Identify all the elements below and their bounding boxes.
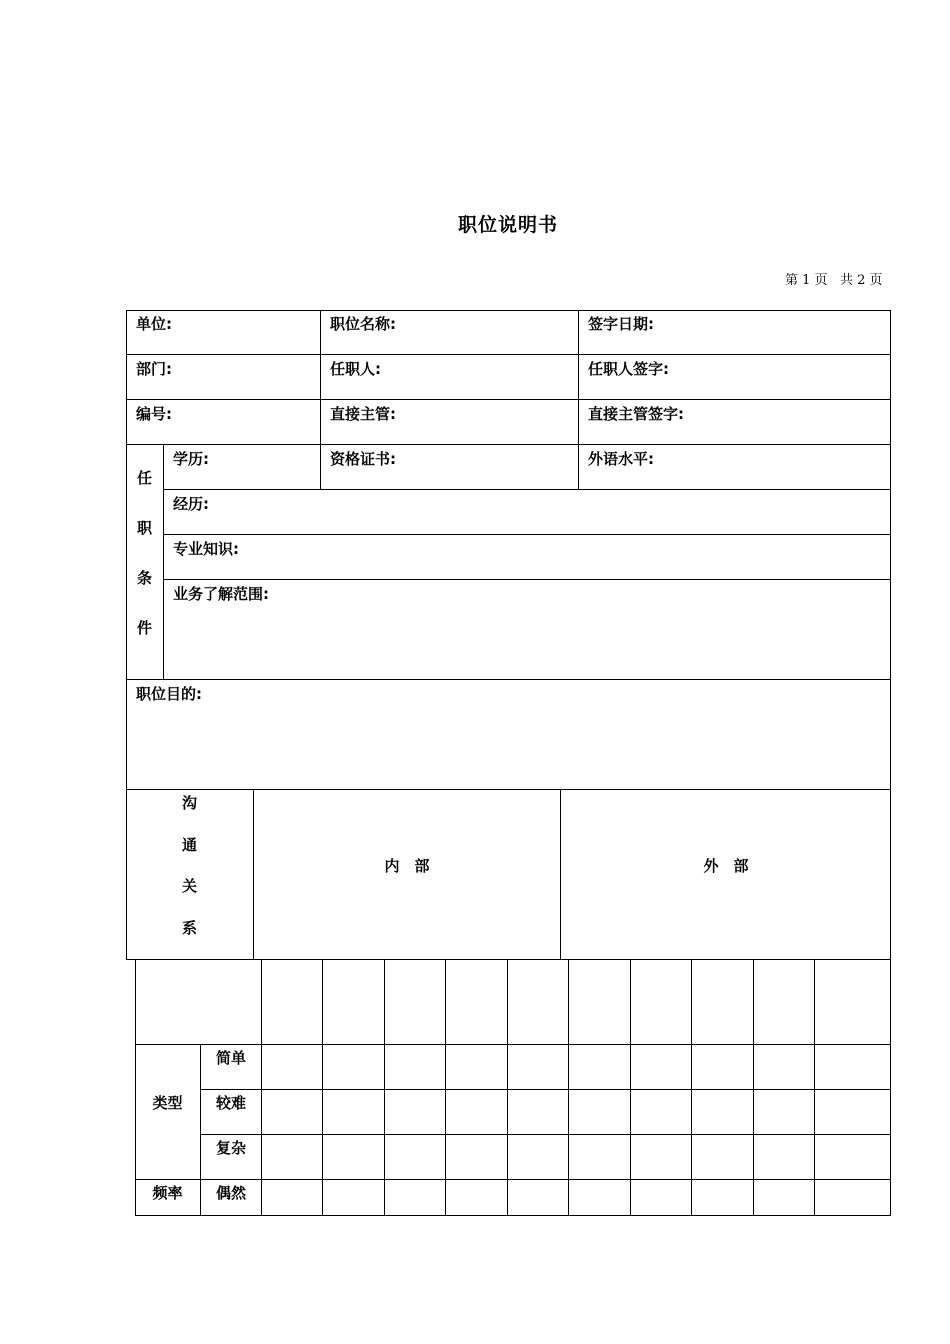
type-complex: 复杂 bbox=[215, 1139, 246, 1157]
communication-section-char-3: 关 bbox=[181, 877, 197, 895]
sign-date-label: 签字日期: bbox=[588, 315, 654, 333]
qualifications-section-char-2: 职 bbox=[136, 519, 152, 537]
frequency-table bbox=[135, 959, 891, 1216]
qualifications-section-char-3: 条 bbox=[136, 569, 152, 587]
supervisor-signature-label: 直接主管签字: bbox=[588, 405, 684, 423]
education-label: 学历: bbox=[173, 450, 209, 468]
qualifications-section-char-4: 件 bbox=[136, 619, 152, 637]
incumbent-label: 任职人: bbox=[330, 360, 381, 378]
frequency-occasional: 偶然 bbox=[215, 1184, 246, 1202]
department-label: 部门: bbox=[136, 360, 172, 378]
type-label: 类型 bbox=[152, 1094, 183, 1112]
communication-section-char-4: 系 bbox=[181, 919, 197, 937]
type-difficult: 较难 bbox=[215, 1094, 246, 1112]
professional-knowledge-label: 专业知识: bbox=[173, 540, 239, 558]
frequency-label: 频率 bbox=[152, 1184, 183, 1202]
unit-label: 单位: bbox=[136, 315, 172, 333]
certificate-label: 资格证书: bbox=[330, 450, 396, 468]
external-communication-label: 外 部 bbox=[703, 857, 749, 875]
communication-section-char-2: 通 bbox=[181, 836, 197, 854]
experience-label: 经历: bbox=[173, 495, 209, 513]
page-current: 第 1 页 bbox=[785, 273, 828, 288]
type-simple: 简单 bbox=[215, 1049, 246, 1067]
position-name-label: 职位名称: bbox=[330, 315, 396, 333]
incumbent-signature-label: 任职人签字: bbox=[588, 360, 669, 378]
number-label: 编号: bbox=[136, 405, 172, 423]
communication-section-char-1: 沟 bbox=[181, 794, 197, 812]
foreign-language-label: 外语水平: bbox=[588, 450, 654, 468]
document-title: 职位说明书 bbox=[457, 214, 558, 236]
position-purpose-label: 职位目的: bbox=[136, 685, 202, 703]
internal-communication-label: 内 部 bbox=[384, 857, 430, 875]
page-total: 共 2 页 bbox=[840, 273, 883, 288]
direct-supervisor-label: 直接主管: bbox=[330, 405, 396, 423]
qualifications-section-char-1: 任 bbox=[136, 469, 152, 487]
business-scope-label: 业务了解范围: bbox=[173, 585, 269, 603]
